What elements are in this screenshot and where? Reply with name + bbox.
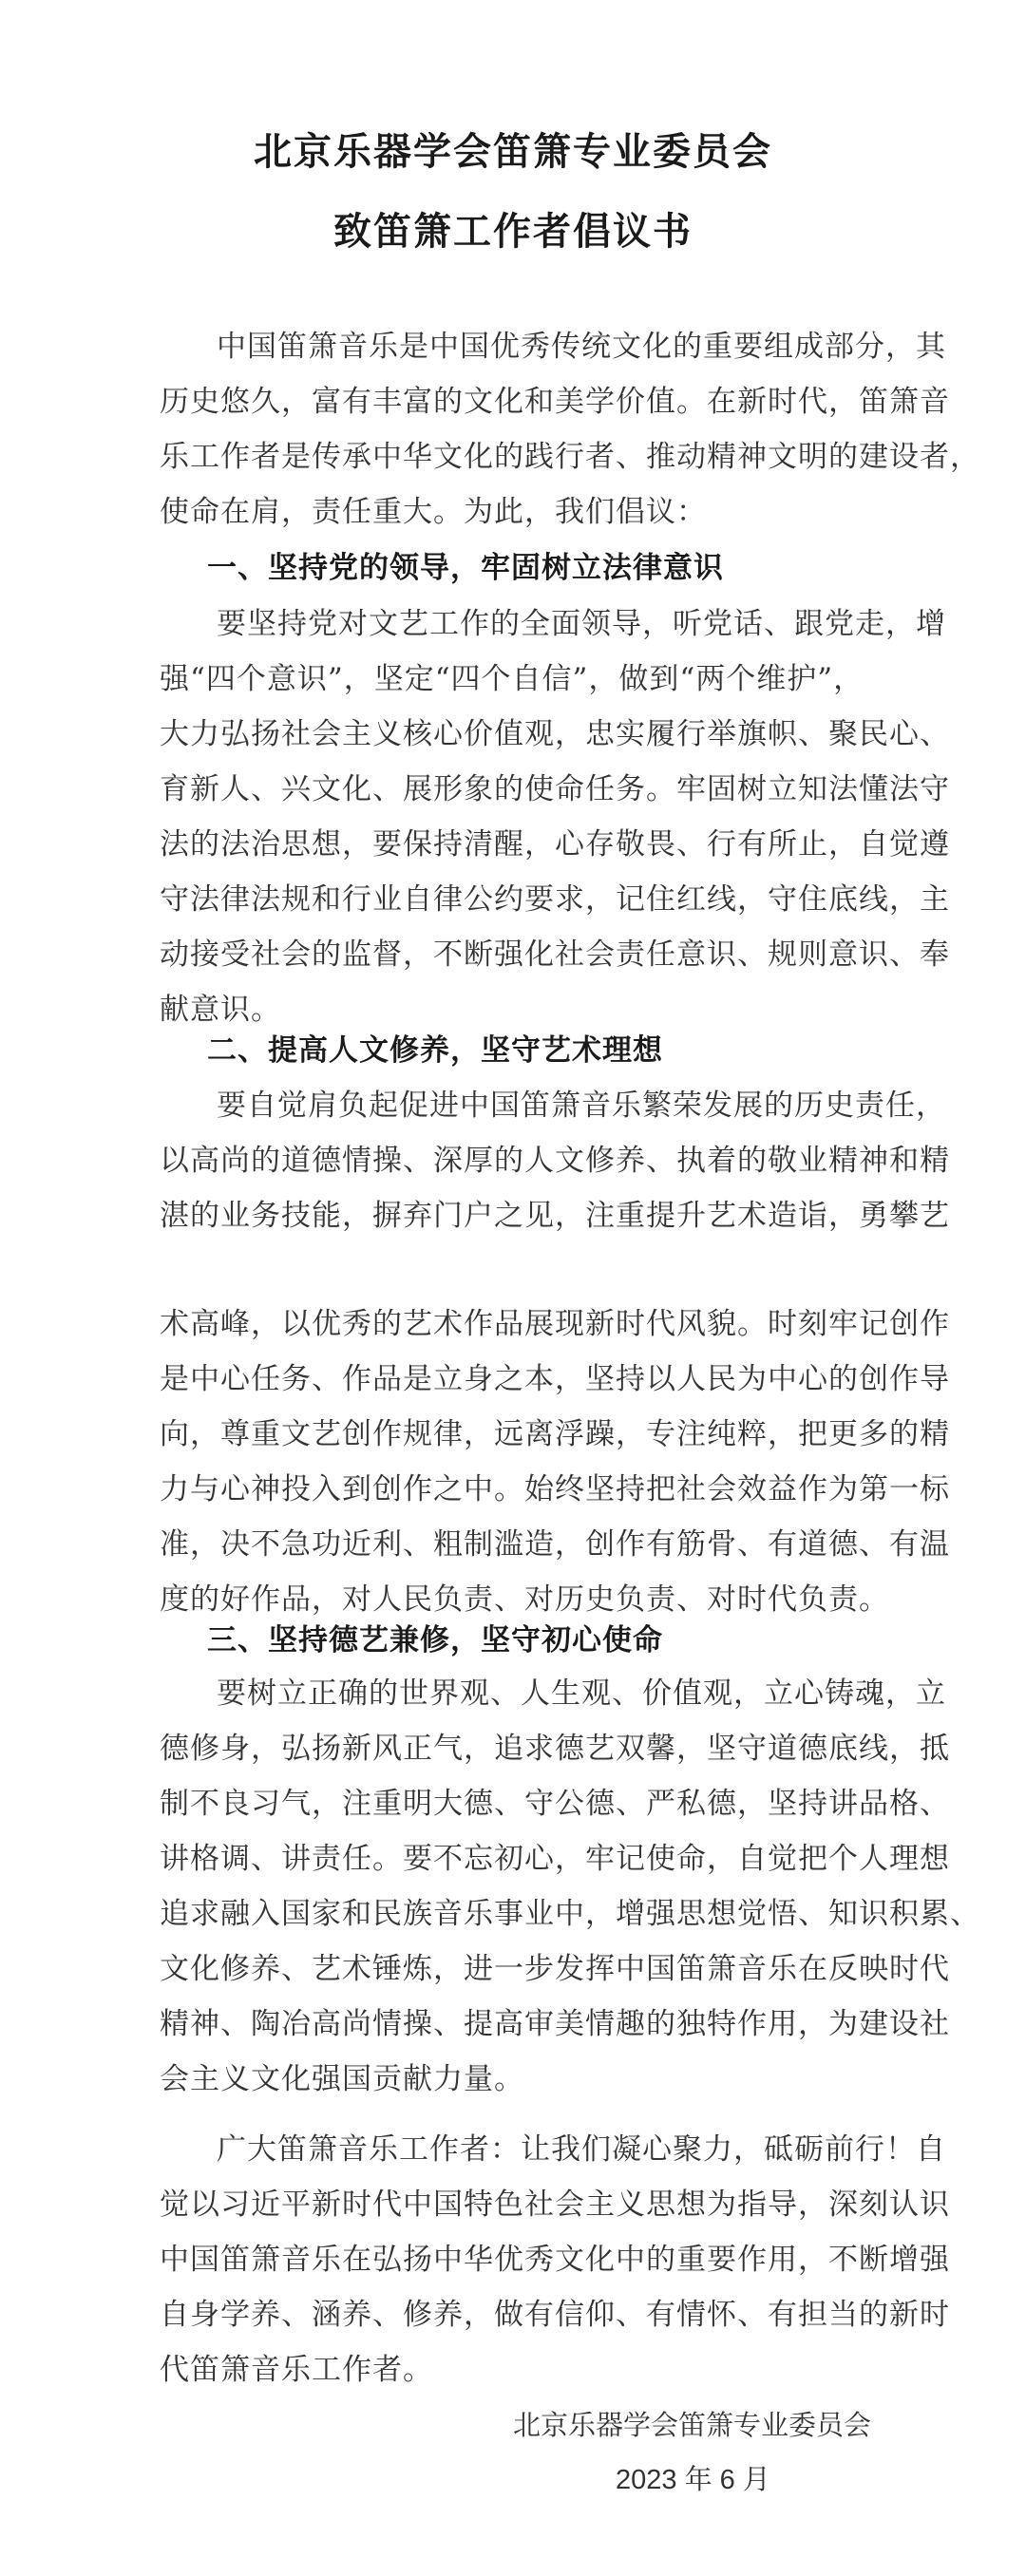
section-heading-3: 三、坚持德艺兼修，坚守初心使命 bbox=[207, 1623, 663, 1657]
section1-line: 强“四个意识”，坚定“四个自信”，做到“两个维护”， bbox=[160, 662, 864, 696]
section3-line: 追求融入国家和民族音乐事业中，增强思想觉悟、知识积累、 bbox=[160, 1897, 980, 1931]
section1-line: 守法律法规和行业自律公约要求，记住红线，守住底线，主 bbox=[160, 882, 950, 917]
section2-line: 准，决不急功近利、粗制滥造，创作有筋骨、有道德、有温 bbox=[160, 1527, 950, 1562]
closing-line: 代笛箫音乐工作者。 bbox=[160, 2353, 433, 2387]
section2-line: 湛的业务技能，摒弃门户之见，注重提升艺术造诣，勇攀艺 bbox=[160, 1199, 950, 1233]
section-heading-2: 二、提高人文修养，坚守艺术理想 bbox=[207, 1033, 663, 1068]
section1-line: 献意识。 bbox=[160, 993, 281, 1027]
closing-line: 中国笛箫音乐在弘扬中华优秀文化中的重要作用，不断增强 bbox=[160, 2243, 950, 2277]
signature: 北京乐器学会笛箫专业委员会 bbox=[513, 2409, 872, 2441]
closing-line: 自身学养、涵养、修养，做有信仰、有情怀、有担当的新时 bbox=[160, 2298, 950, 2332]
section3-line: 德修身，弘扬新风正气，追求德艺双馨，坚守道德底线，抵 bbox=[160, 1732, 950, 1766]
section2-line: 是中心任务、作品是立身之本，坚持以人民为中心的创作导 bbox=[160, 1362, 950, 1396]
closing-line: 觉以习近平新时代中国特色社会主义思想为指导，深刻认识 bbox=[160, 2188, 950, 2222]
section2-line: 度的好作品，对人民负责、对历史负责、对时代负责。 bbox=[160, 1582, 889, 1617]
section3-line: 讲格调、讲责任。要不忘初心，牢记使命，自觉把个人理想 bbox=[160, 1842, 950, 1876]
section3-line: 文化修养、艺术锤炼，进一步发挥中国笛箫音乐在反映时代 bbox=[160, 1952, 950, 1986]
section3-line: 会主义文化强国贡献力量。 bbox=[160, 2062, 524, 2096]
section3-line: 精神、陶冶高尚情操、提高审美情趣的独特作用，为建设社 bbox=[160, 2007, 950, 2041]
section3-line: 要树立正确的世界观、人生观、价值观，立心铸魂，立 bbox=[217, 1676, 946, 1711]
section2-line: 要自觉肩负起促进中国笛箫音乐繁荣发展的历史责任， bbox=[217, 1089, 946, 1123]
document-date: 2023 年 6 月 bbox=[616, 2465, 770, 2495]
intro-line: 使命在肩，责任重大。为此，我们倡议： bbox=[160, 495, 707, 529]
section3-line: 制不良习气，注重明大德、守公德、严私德，坚持讲品格、 bbox=[160, 1787, 950, 1821]
section2-line: 力与心神投入到创作之中。始终坚持把社会效益作为第一标 bbox=[160, 1472, 950, 1506]
section2-line: 术高峰，以优秀的艺术作品展现新时代风貌。时刻牢记创作 bbox=[160, 1307, 950, 1341]
section1-line: 动接受社会的监督，不断强化社会责任意识、规则意识、奉 bbox=[160, 938, 950, 972]
document-title-line-1: 北京乐器学会笛箫专业委员会 bbox=[254, 129, 772, 174]
document-title-line-2: 致笛箫工作者倡议书 bbox=[333, 209, 693, 254]
section2-line: 向，尊重文艺创作规律，远离浮躁，专注纯粹，把更多的精 bbox=[160, 1417, 950, 1451]
section1-line: 育新人、兴文化、展形象的使命任务。牢固树立知法懂法守 bbox=[160, 772, 950, 806]
intro-line: 乐工作者是传承中华文化的践行者、推动精神文明的建设者， bbox=[160, 440, 980, 474]
section1-line: 法的法治思想，要保持清醒，心存敬畏、行有所止，自觉遵 bbox=[160, 827, 950, 862]
section1-line: 大力弘扬社会主义核心价值观，忠实履行举旗帜、聚民心、 bbox=[160, 717, 950, 751]
section2-line: 以高尚的道德情操、深厚的人文修养、执着的敬业精神和精 bbox=[160, 1144, 950, 1178]
section-heading-1: 一、坚持党的领导，牢固树立法律意识 bbox=[207, 551, 724, 585]
closing-line: 广大笛箫音乐工作者：让我们凝心聚力，砥砺前行！自 bbox=[217, 2132, 946, 2167]
section1-line: 要坚持党对文艺工作的全面领导，听党话、跟党走，增 bbox=[217, 607, 946, 641]
intro-line: 历史悠久，富有丰富的文化和美学价值。在新时代，笛箫音 bbox=[160, 385, 950, 419]
intro-line: 中国笛箫音乐是中国优秀传统文化的重要组成部分，其 bbox=[217, 330, 946, 364]
